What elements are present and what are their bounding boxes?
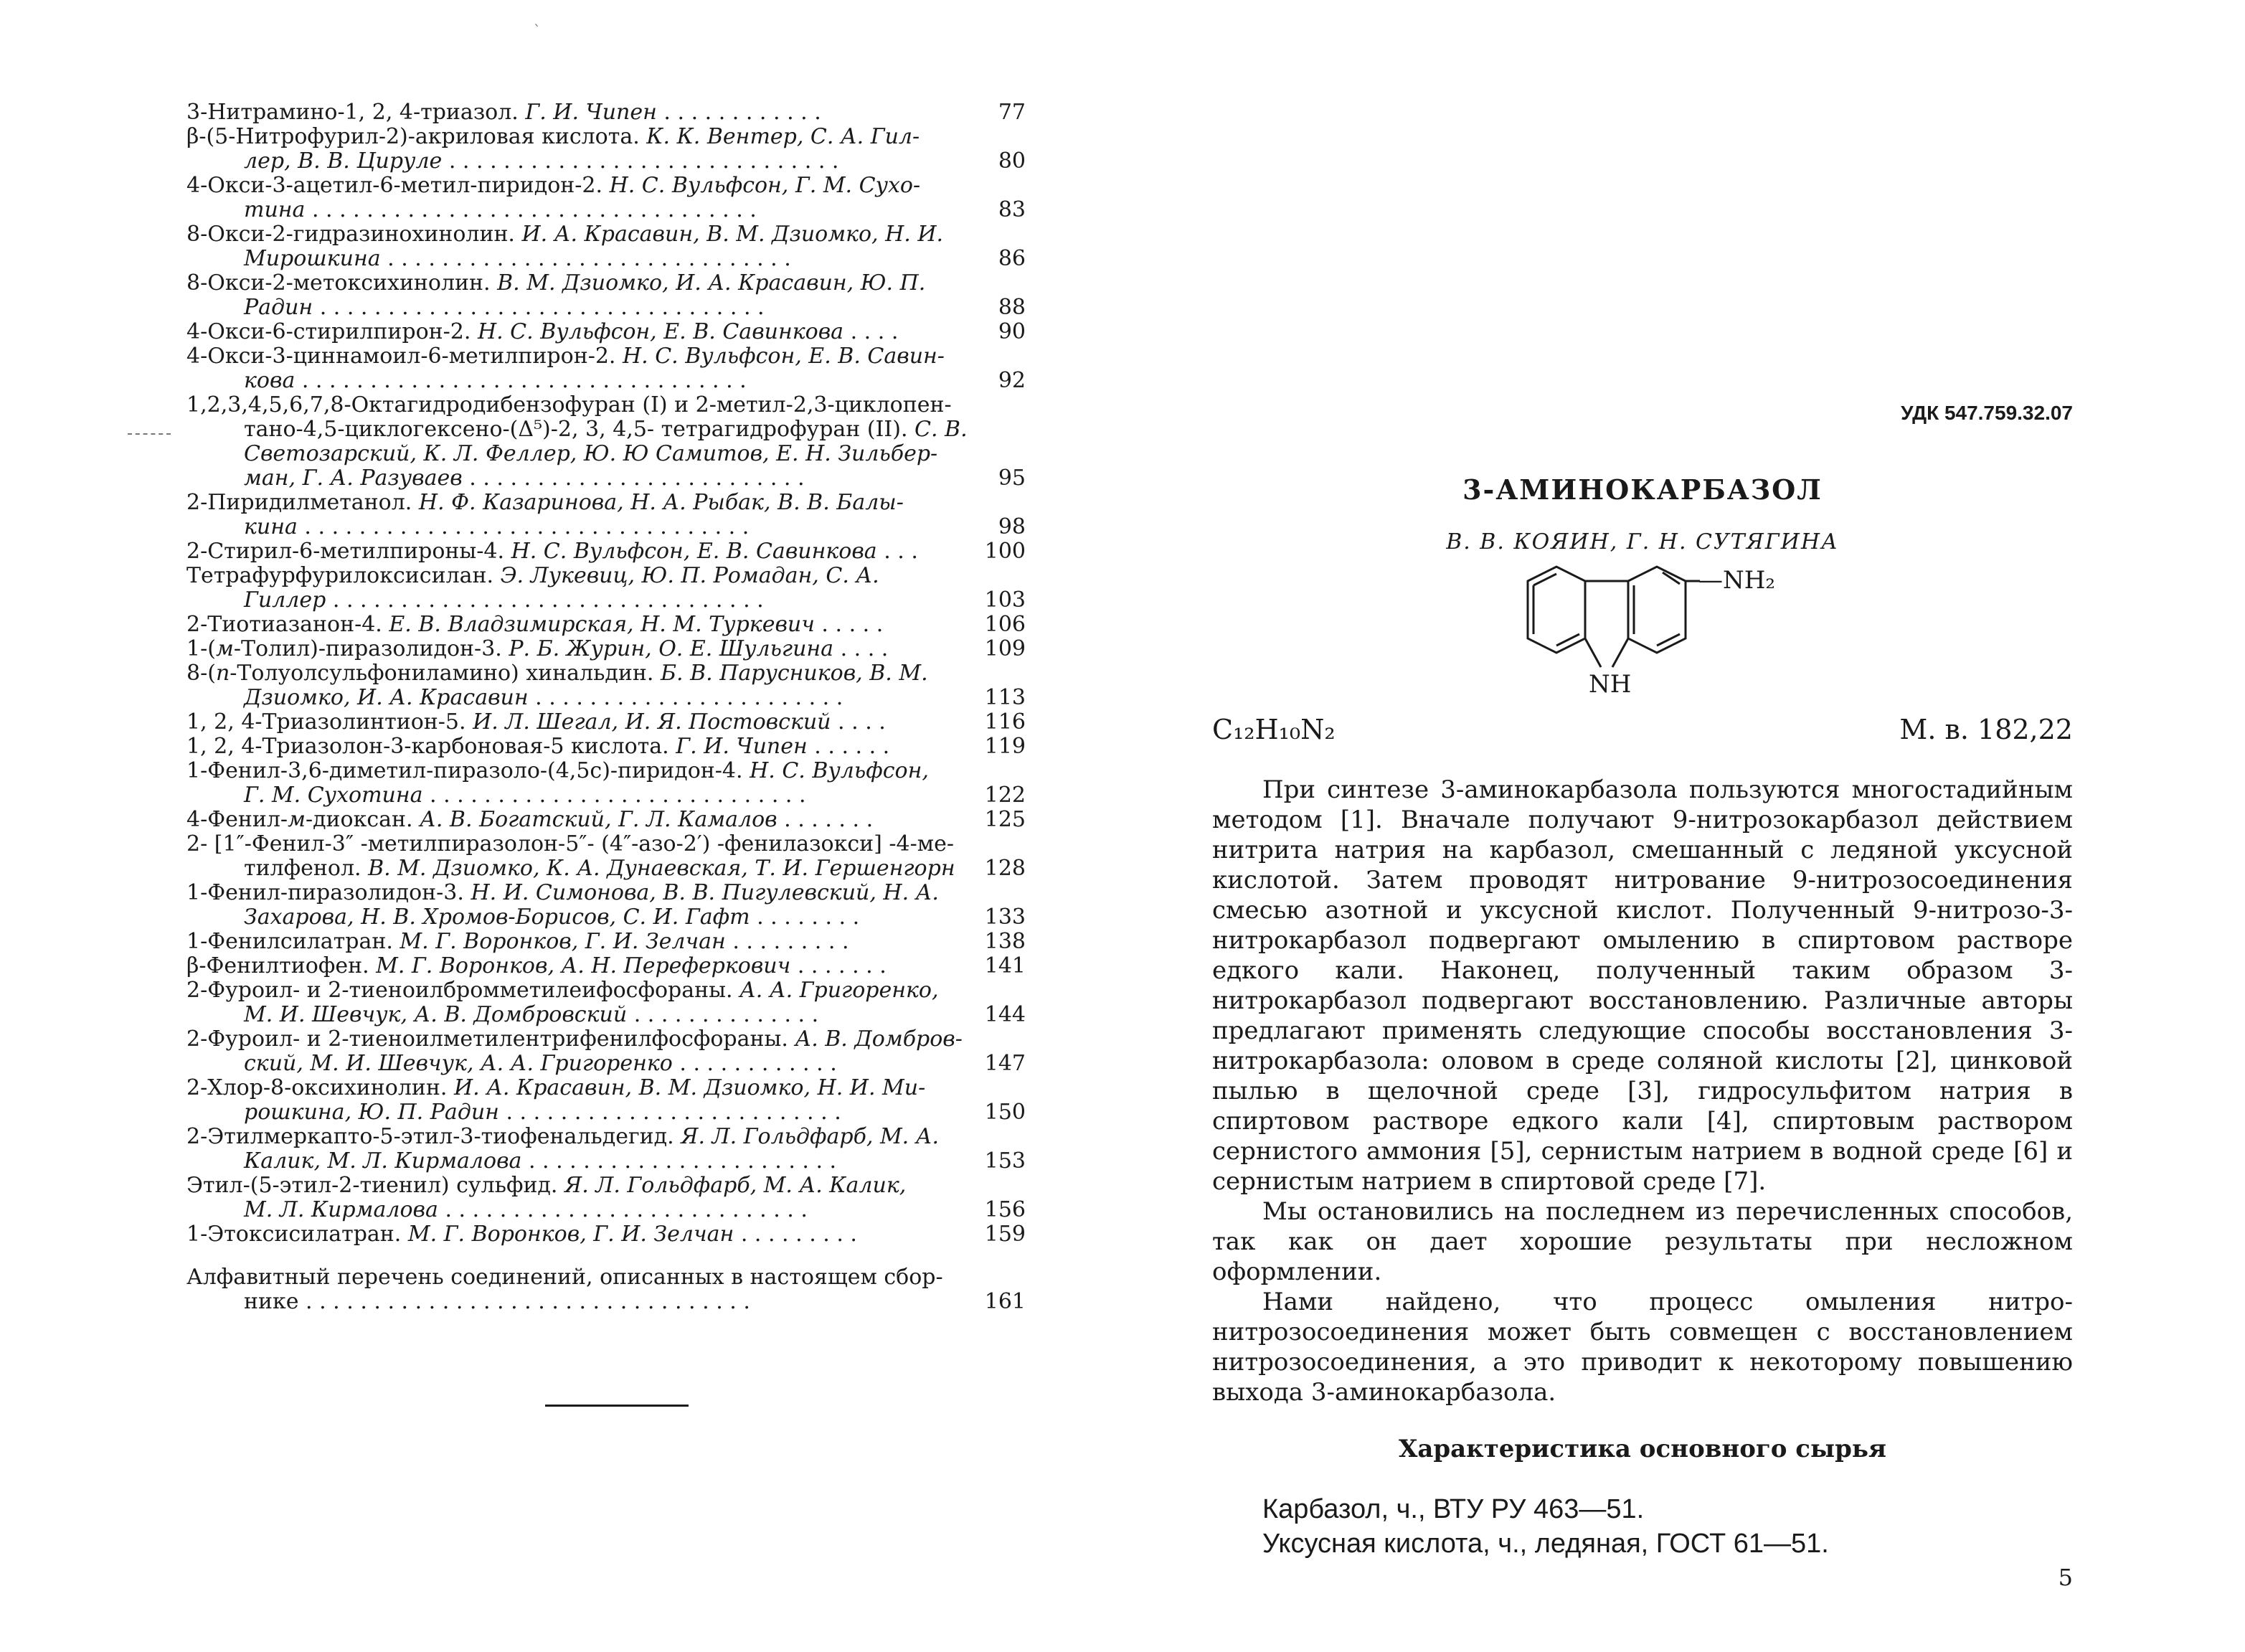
toc-page-number: 106 — [984, 612, 1026, 637]
material-item: Карбазол, ч., ВТУ РУ 463—51. — [1262, 1494, 1645, 1524]
toc-entry — [186, 613, 1026, 637]
toc-entry-text — [186, 1222, 983, 1247]
right-ring — [1628, 567, 1686, 653]
toc-entry — [186, 344, 1026, 393]
toc-entry — [186, 1125, 1026, 1174]
molecular-formula: C₁₂H₁₀N₂ — [1212, 714, 1336, 745]
toc-entry — [186, 832, 1026, 881]
toc-page-number: 90 — [998, 319, 1026, 344]
toc-line: Радин . . . . . . . . . . . . . . . . . . . . . . . . . . . . . . . . . — [244, 295, 765, 320]
toc-line: ский, М. И. Шевчук, А. А. Григоренко . . . . . . . . . . . . — [244, 1051, 837, 1076]
toc-line: 1-Фенил-3,6-диметил-пиразоло-(4,5с)-пиридон-4. Н. С. Вульфсон, — [186, 758, 929, 783]
toc-line: тилфенол. В. М. Дзиомко, К. А. Дунаевская, Т. И. Гершенгорн — [244, 856, 955, 881]
toc-entry — [186, 735, 1026, 759]
materials-list — [1262, 1492, 1829, 1561]
toc-line: М. Л. Кирмалова . . . . . . . . . . . . . . . . . . . . . . . . . . . — [244, 1197, 808, 1222]
toc-line: 1-Фенил-пиразолидон-3. Н. И. Симонова, В. В. Пигулевский, Н. А. — [186, 880, 939, 905]
toc-page-number: 119 — [984, 734, 1026, 759]
toc-line: М. И. Шевчук, А. В. Домбровский . . . . . . . . . . . . . . — [244, 1002, 819, 1027]
toc-line: 3-Нитрамино-1, 2, 4-триазол. Г. И. Чипен . . . . . . . . . . . . — [186, 100, 821, 125]
toc-entry — [186, 661, 1026, 710]
molecular-weight: М. в. 182,22 — [1899, 714, 2073, 745]
toc-entry-text — [186, 344, 983, 393]
toc-line: рошкина, Ю. П. Радин . . . . . . . . . . . . . . . . . . . . . . . . . — [244, 1100, 841, 1125]
toc-page-number: 133 — [984, 905, 1026, 930]
toc-page-number: 77 — [998, 100, 1026, 125]
toc-line: 1, 2, 4-Триазолон-3-карбоновая-5 кислота. Г. И. Чипен . . . . . . — [186, 734, 890, 759]
toc-page-number: 92 — [998, 368, 1026, 393]
toc-entry — [186, 954, 1026, 978]
toc-entry-text — [186, 100, 983, 125]
toc-line: Калик, М. Л. Кирмалова . . . . . . . . . . . . . . . . . . . . . . . — [244, 1148, 837, 1174]
toc-entry — [186, 174, 1026, 222]
end-rule — [545, 1405, 689, 1407]
toc-line: 1, 2, 4-Триазолинтион-5. И. Л. Шегал, И. Я. Постовский . . . . — [186, 709, 886, 735]
page-number: 5 — [2058, 1564, 2073, 1591]
toc-entry-text — [186, 1265, 983, 1314]
toc-line: 1-(м-Толил)-пиразолидон-3. Р. Б. Журин, О. Е. Шульгина . . . . — [186, 636, 889, 661]
toc-entry-text — [186, 1174, 983, 1222]
toc-entry — [186, 1076, 1026, 1125]
table-of-contents — [186, 100, 1026, 1314]
toc-entry — [186, 808, 1026, 832]
toc-page-number: 98 — [998, 514, 1026, 539]
toc-entry-text — [186, 808, 983, 832]
toc-line: 2-Пиридилметанол. Н. Ф. Казаринова, Н. А. Рыбак, В. В. Балы- — [186, 490, 904, 515]
toc-entry — [186, 271, 1026, 320]
toc-line: 4-Окси-3-ацетил-6-метил-пиридон-2. Н. С. Вульфсон, Г. М. Сухо- — [186, 173, 921, 198]
toc-page-number: 86 — [998, 246, 1026, 271]
material-item: Уксусная кислота, ч., ледяная, ГОСТ 61—51. — [1262, 1529, 1829, 1559]
structure-diagram — [1485, 560, 1786, 775]
toc-line: 4-Окси-6-стирилпирон-2. Н. С. Вульфсон, Е. В. Савинкова . . . . — [186, 319, 899, 344]
left-ring — [1528, 567, 1585, 653]
udk-code: УДК 547.759.32.07 — [1901, 402, 2073, 424]
toc-line: Дзиомко, И. А. Красавин . . . . . . . . . . . . . . . . . . . . . . . — [244, 685, 843, 710]
toc-line: кина . . . . . . . . . . . . . . . . . . . . . . . . . . . . . . . . . — [244, 514, 750, 539]
toc-page-number: 147 — [984, 1051, 1026, 1076]
toc-line: Мирошкина . . . . . . . . . . . . . . . . . . . . . . . . . . . . . . — [244, 246, 791, 271]
toc-entry — [186, 222, 1026, 271]
paragraph: Мы остановились на последнем из перечисленных способов, так как он дает хорошие результаты при несложном оформлении. — [1212, 1197, 2073, 1286]
toc-line: ман, Г. А. Разуваев . . . . . . . . . . . . . . . . . . . . . . . . . — [244, 466, 805, 491]
toc-entry — [186, 564, 1026, 613]
toc-entry — [186, 320, 1026, 344]
toc-entry-text — [186, 174, 983, 222]
toc-line: 8-Окси-2-гидразинохинолин. И. А. Красавин, В. М. Дзиомко, Н. И. — [186, 222, 944, 247]
toc-entry-text — [186, 1076, 983, 1125]
toc-entry-text — [186, 125, 983, 174]
toc-line: 1,2,3,4,5,6,7,8-Октагидродибензофуран (I) и 2-метил-2,3-циклопен- — [186, 392, 952, 417]
toc-entry-text — [186, 735, 983, 759]
toc-entry — [186, 1265, 1026, 1314]
toc-entry-text — [186, 881, 983, 930]
toc-gap — [186, 1247, 1026, 1265]
paragraph: Нами найдено, что процесс омыления нитро-нитрозосоединения может быть совмещен с восстановлением нитрозосоединения, а это приводит к некоторому повышению выхода 3-аминокарбазола. — [1212, 1288, 2073, 1407]
article-body — [1212, 775, 2073, 1407]
toc-line: Гиллер . . . . . . . . . . . . . . . . . . . . . . . . . . . . . . . . — [244, 587, 764, 613]
toc-entry-text — [186, 222, 983, 271]
toc-entry-text — [186, 393, 983, 491]
nh2-label: —NH₂ — [1698, 566, 1776, 595]
toc-entry — [186, 1174, 1026, 1222]
toc-entry — [186, 539, 1026, 564]
toc-line: Алфавитный перечень соединений, описанных в настоящем сбор- — [186, 1265, 943, 1290]
toc-entry — [186, 1027, 1026, 1076]
toc-line: β-Фенилтиофен. М. Г. Воронков, А. Н. Переферкович . . . . . . . — [186, 953, 887, 978]
toc-entry — [186, 393, 1026, 491]
toc-page-number: 83 — [998, 197, 1026, 222]
toc-entry — [186, 710, 1026, 735]
toc-line: 1-Фенилсилатран. М. Г. Воронков, Г. И. Зелчан . . . . . . . . . — [186, 929, 849, 954]
toc-entry — [186, 881, 1026, 930]
article-title: 3-АМИНОКАРБАЗОЛ — [1462, 473, 1823, 506]
toc-line: 4-Фенил-м-диоксан. А. В. Богатский, Г. Л. Камалов . . . . . . . — [186, 807, 874, 832]
toc-page-number: 122 — [984, 783, 1026, 808]
toc-line: 2-Этилмеркапто-5-этил-3-тиофенальдегид. Я. Л. Гольдфарб, М. А. — [186, 1124, 940, 1149]
nh-label: NH — [1589, 670, 1632, 699]
toc-entry — [186, 1222, 1026, 1247]
toc-page-number: 116 — [984, 709, 1026, 735]
toc-entry-text — [186, 954, 983, 978]
article-authors: В. В. КОЯИН, Г. Н. СУТЯГИНА — [1446, 529, 1839, 554]
toc-page-number: 159 — [984, 1222, 1026, 1247]
toc-page-number: 95 — [998, 466, 1026, 491]
toc-line: 2- [1″-Фенил-3″ -метилпиразолон-5″- (4″-азо-2′) -фенилазокси] -4-ме- — [186, 831, 954, 856]
toc-entry-text — [186, 320, 983, 344]
toc-line: лер, В. В. Цируле . . . . . . . . . . . . . . . . . . . . . . . . . . . . . — [244, 148, 839, 174]
toc-entry-text — [186, 637, 983, 661]
toc-page-number: 128 — [984, 856, 1026, 881]
toc-entry-text — [186, 1027, 983, 1076]
toc-page-number: 141 — [984, 953, 1026, 978]
toc-page-number: 161 — [984, 1289, 1026, 1314]
toc-line: 2-Стирил-6-метилпироны-4. Н. С. Вульфсон, Е. В. Савинкова . . . — [186, 539, 918, 564]
toc-line: 8-(п-Толуолсульфониламино) хинальдин. Б. В. Парусников, В. М. — [186, 661, 928, 686]
toc-line: 2-Фуроил- и 2-тиеноилметилентрифенилфосфораны. А. В. Домбров- — [186, 1026, 963, 1052]
toc-line: тано-4,5-циклогексено-(Δ⁵)-2, 3, 4,5- тетрагидрофуран (II). С. В. — [244, 417, 968, 442]
toc-entry-text — [186, 930, 983, 954]
toc-line: Светозарский, К. Л. Феллер, Ю. Ю Самитов, Е. Н. Зильбер- — [244, 441, 938, 466]
toc-entry — [186, 978, 1026, 1027]
toc-page-number: 125 — [984, 807, 1026, 832]
toc-entry — [186, 637, 1026, 661]
toc-line: нике . . . . . . . . . . . . . . . . . . . . . . . . . . . . . . . . . — [244, 1289, 750, 1314]
toc-line: 2-Фуроил- и 2-тиеноилбромметилеифосфораны. А. А. Григоренко, — [186, 978, 939, 1003]
toc-line: 1-Этоксисилатран. М. Г. Воронков, Г. И. Зелчан . . . . . . . . . — [186, 1222, 857, 1247]
toc-entry-text — [186, 978, 983, 1027]
toc-entry-text — [186, 539, 983, 564]
toc-line: Г. М. Сухотина . . . . . . . . . . . . . . . . . . . . . . . . . . . . — [244, 783, 806, 808]
toc-line: Этил-(5-этил-2-тиенил) сульфид. Я. Л. Гольдфарб, М. А. Калик, — [186, 1173, 907, 1198]
toc-page-number: 153 — [984, 1148, 1026, 1174]
toc-page-number: 138 — [984, 929, 1026, 954]
toc-line: 2-Хлор-8-оксихинолин. И. А. Красавин, В. М. Дзиомко, Н. И. Ми- — [186, 1075, 926, 1100]
toc-page-number: 88 — [998, 295, 1026, 320]
toc-line: β-(5-Нитрофурил-2)-акриловая кислота. К. К. Вентер, С. А. Гил- — [186, 124, 920, 149]
toc-entry — [186, 759, 1026, 808]
section-heading: Характеристика основного сырья — [1398, 1435, 1887, 1463]
toc-entry-text — [186, 491, 983, 539]
margin-mark — [128, 433, 171, 435]
toc-line: 4-Окси-3-циннамоил-6-метилпирон-2. Н. С. Вульфсон, Е. В. Савин- — [186, 344, 945, 369]
toc-entry-text — [186, 661, 983, 710]
toc-entry — [186, 100, 1026, 125]
scan-mark: ˋ — [534, 22, 541, 39]
toc-page-number: 100 — [984, 539, 1026, 564]
toc-entry-text — [186, 710, 983, 735]
toc-line: Захарова, Н. В. Хромов-Борисов, С. И. Гафт . . . . . . . . — [244, 905, 860, 930]
toc-line: тина . . . . . . . . . . . . . . . . . . . . . . . . . . . . . . . . . — [244, 197, 757, 222]
toc-page-number: 150 — [984, 1100, 1026, 1125]
toc-page-number: 103 — [984, 587, 1026, 613]
toc-line: Тетрафурфурилоксисилан. Э. Лукевиц, Ю. П. Ромадан, С. А. — [186, 563, 879, 588]
paragraph: При синтезе 3-аминокарбазола пользуются многостадийным методом [1]. Вначале получают 9-нитрозокарбазол действием нитрита натрия на карбазол, смешанный с ледяной уксусной кислотой. Затем проводят нитрование 9-нитрозосоединения смесью азотной и уксусной кислот. Полученный 9-нитрозо-3-нитрокарбазол подвергают омылению в спиртовом растворе едкого кали. Наконец, полученный таким образом 3-нитрокарбазол подвергают восстановлению. Различные авторы предлагают применять следующие способы восстановления 3-нитрокарбазола: оловом в среде соляной кислоты [2], цинковой пылью в щелочной среде [3], гидросульфитом натрия в спиртовом растворе едкого кали [4], спиртовым раствором сернистого аммония [5], сернистым натрием в водной среде [6] и сернистым натрием в спиртовой среде [7]. — [1212, 775, 2073, 1196]
toc-page-number: 109 — [984, 636, 1026, 661]
toc-entry — [186, 125, 1026, 174]
toc-page-number: 80 — [998, 148, 1026, 174]
toc-entry-text — [186, 1125, 983, 1174]
toc-entry-text — [186, 613, 983, 637]
toc-line: 2-Тиотиазанон-4. Е. В. Владзимирская, Н. М. Туркевич . . . . . — [186, 612, 884, 637]
toc-page-number: 156 — [984, 1197, 1026, 1222]
toc-page-number: 144 — [984, 1002, 1026, 1027]
toc-entry-text — [186, 832, 983, 881]
toc-entry-text — [186, 564, 983, 613]
toc-page-number: 113 — [984, 685, 1026, 710]
toc-entry-text — [186, 271, 983, 320]
toc-entry — [186, 491, 1026, 539]
toc-entry-text — [186, 759, 983, 808]
toc-entry — [186, 930, 1026, 954]
toc-line: кова . . . . . . . . . . . . . . . . . . . . . . . . . . . . . . . . . — [244, 368, 747, 393]
toc-line: 8-Окси-2-метоксихинолин. В. М. Дзиомко, И. А. Красавин, Ю. П. — [186, 270, 926, 296]
